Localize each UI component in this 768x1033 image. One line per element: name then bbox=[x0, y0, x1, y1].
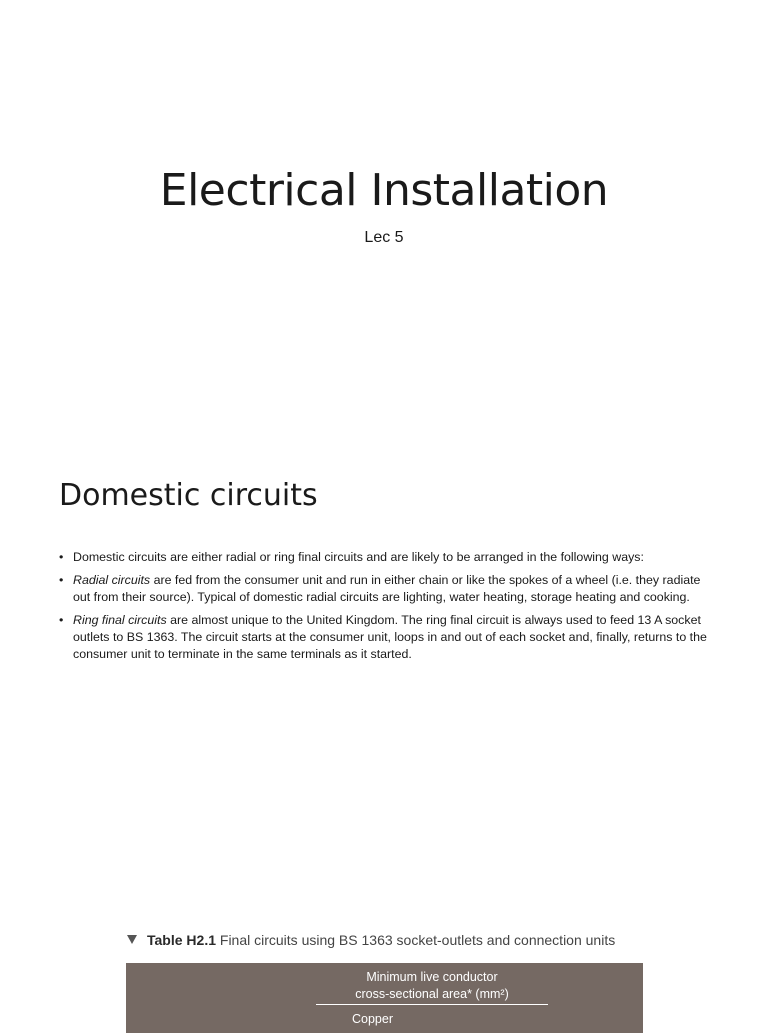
table-caption-text: Final circuits using BS 1363 socket-outlets and connection units bbox=[216, 932, 616, 948]
bullet-text: Domestic circuits are either radial or ring final circuits and are likely to be arranged in the following ways: bbox=[73, 550, 644, 564]
bullet-item bbox=[59, 549, 719, 566]
title-slide bbox=[0, 0, 768, 432]
bullet-text: are almost unique to the United Kingdom. The ring final circuit is always used to feed 13 A socket outlets to BS 1363. The circuit starts at the consumer unit, loops in and out of each socket and, finally, returns to the consumer unit to terminate in the same terminals as it started. bbox=[73, 613, 707, 661]
table-header bbox=[126, 963, 643, 1033]
table-header-line-1: Minimum live conductor bbox=[366, 970, 498, 984]
bullet-text: are fed from the consumer unit and run in either chain or like the spokes of a wheel (i.e. they radiate out from their source). Typical of domestic radial circuits are lighting, water heating, storage heating and cooking. bbox=[73, 573, 701, 604]
table-header-divider bbox=[316, 1004, 548, 1005]
table-caption bbox=[127, 932, 615, 948]
table-label: Table H2.1 bbox=[147, 932, 216, 948]
table-slide bbox=[0, 864, 768, 1024]
bullet-term: Radial circuits bbox=[73, 573, 151, 587]
triangle-down-icon bbox=[127, 935, 137, 944]
bullet-item bbox=[59, 572, 719, 606]
bullet-list bbox=[59, 549, 719, 669]
content-slide bbox=[0, 432, 768, 864]
table-header-line-2: cross-sectional area* (mm²) bbox=[355, 987, 509, 1001]
bullet-term: Ring final circuits bbox=[73, 613, 167, 627]
presentation-title: Electrical Installation bbox=[159, 165, 609, 216]
slide-heading: Domestic circuits bbox=[59, 478, 318, 513]
presentation-subtitle: Lec 5 bbox=[364, 229, 404, 246]
table-subheader-copper: Copper bbox=[352, 1012, 393, 1026]
bullet-item bbox=[59, 612, 719, 663]
